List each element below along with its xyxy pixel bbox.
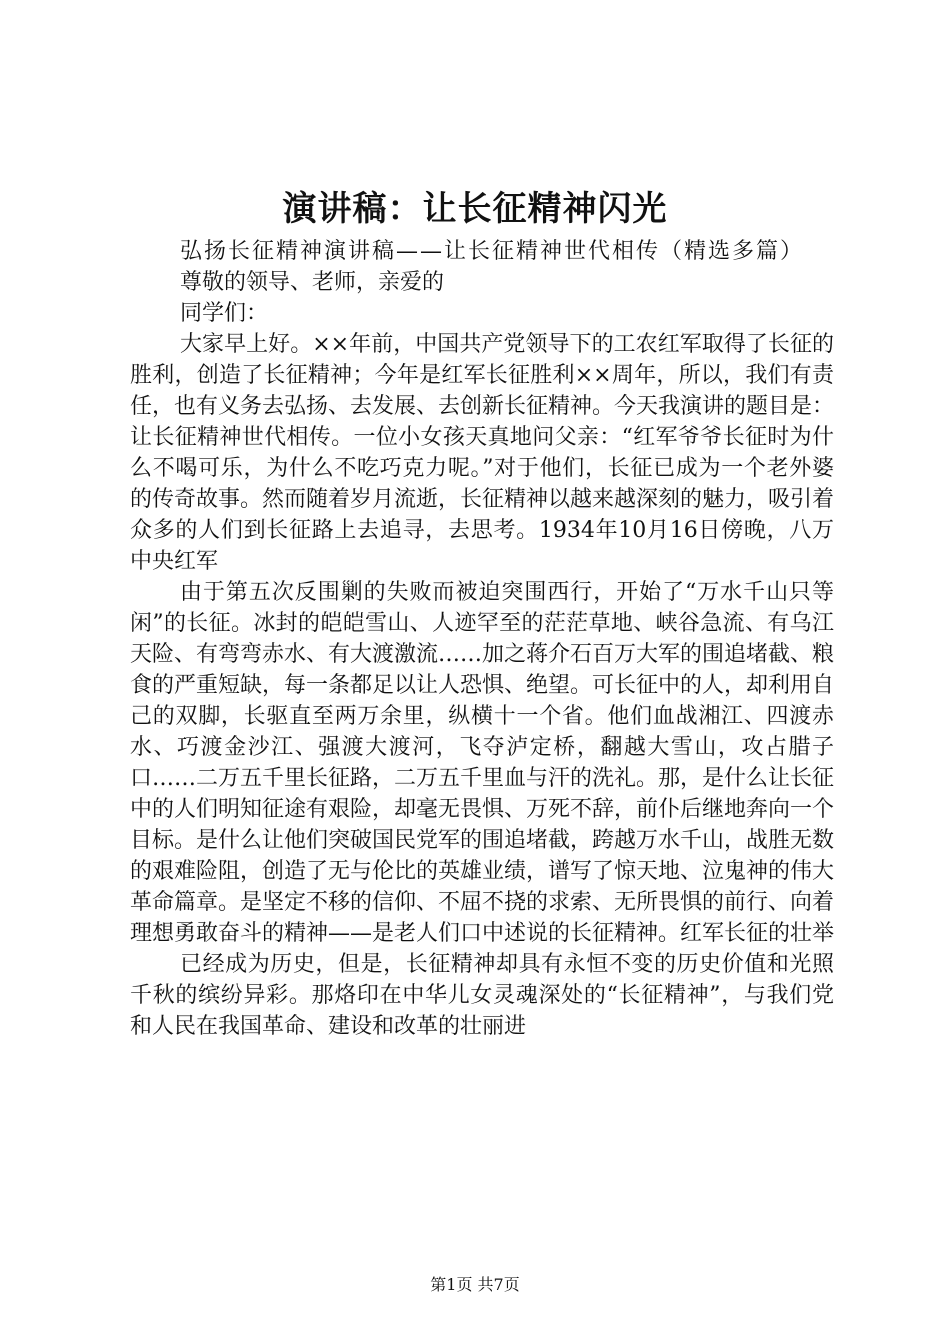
salutation-paragraph: 尊敬的领导、老师，亲爱的 <box>180 270 445 295</box>
body-paragraph-3: 已经成为历史，但是，长征精神却具有永恒不变的历史价值和光照千秋的缤纷异彩。那烙印在中华儿女灵魂深处的“长征精神”，与我们党和人民在我国革命、建设和改革的壮丽进 <box>130 952 834 1039</box>
salutation-continued-paragraph: 同学们： <box>180 301 269 326</box>
document-body <box>130 236 834 1042</box>
body-paragraph-2: 由于第五次反围剿的失败而被迫突围西行，开始了“万水千山只等闲”的长征。冰封的皑皑雪山、人迹罕至的茫茫草地、峡谷急流、有乌江天险、有弯弯赤水、有大渡激流……加之蒋介石百万大军的围追堵截、粮食的严重短缺，每一条都足以让人恐惧、绝望。可长征中的人，却利用自己的双脚，长驱直至两万余里，纵横十一个省。他们血战湘江、四渡赤水、巧渡金沙江、强渡大渡河，飞夺泸定桥，翻越大雪山，攻占腊子口……二万五千里长征路，二万五千里血与汗的洗礼。那，是什么让长征中的人们明知征途有艰险，却毫无畏惧、万死不辞，前仆后继地奔向一个目标。是什么让他们突破国民党军的围追堵截，跨越万水千山，战胜无数的艰难险阻，创造了无与伦比的英雄业绩，谱写了惊天地、泣鬼神的伟大革命篇章。是坚定不移的信仰、不屈不挠的求索、无所畏惧的前行、向着理想勇敢奋斗的精神——是老人们口中述说的长征精神。红军长征的壮举 <box>130 580 835 946</box>
page-footer: 第1页 共7页 <box>430 1275 520 1294</box>
document-title: 演讲稿：让长征精神闪光 <box>282 189 668 229</box>
subtitle-paragraph: 弘扬长征精神演讲稿——让长征精神世代相传（精选多篇） <box>180 239 805 264</box>
body-paragraph-1: 大家早上好。××年前，中国共产党领导下的工农红军取得了长征的胜利，创造了长征精神；今年是红军长征胜利××周年，所以，我们有责任，也有义务去弘扬、去发展、去创新长征精神。今天我演讲的题目是：让长征精神世代相传。一位小女孩天真地问父亲：“红军爷爷长征时为什么不喝可乐，为什么不吃巧克力呢。”对于他们，长征已成为一个老外婆的传奇故事。然而随着岁月流逝，长征精神以越来越深刻的魅力，吸引着众多的人们到长征路上去追寻，去思考。1934年10月16日傍晚，八万中央红军 <box>130 332 835 574</box>
